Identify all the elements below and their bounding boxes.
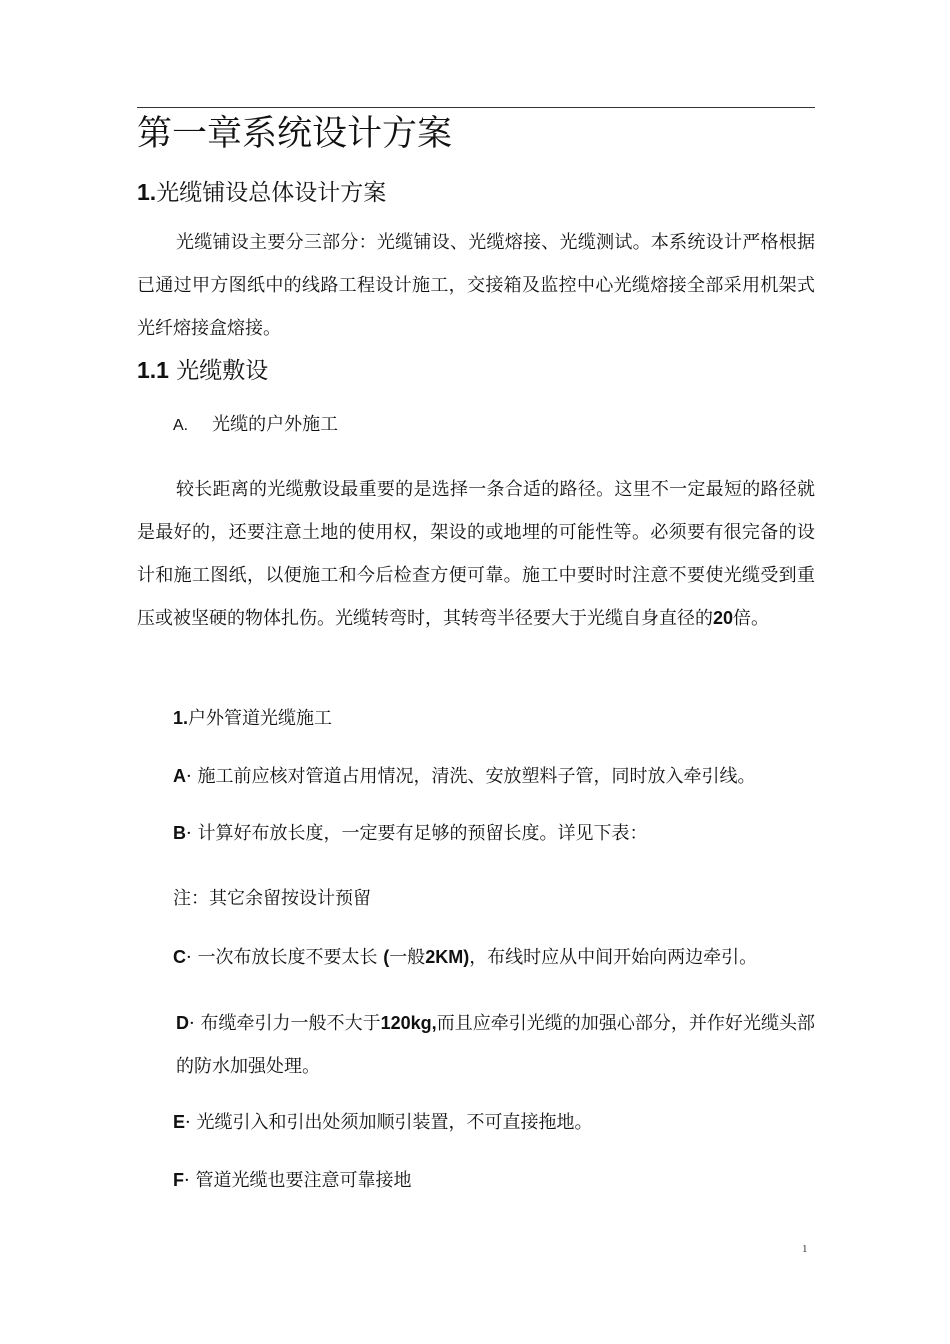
paragraph-text-end: 倍。 (733, 608, 770, 629)
item-text: · 施工前应核对管道占用情况，清洗、安放塑料子管，同时放入牵引线。 (186, 766, 756, 787)
section-heading-1-1 (137, 353, 268, 388)
item-text-inner: 一般 (389, 947, 426, 968)
chapter-title: 第一章系统设计方案 (137, 114, 453, 154)
item-marker: D (176, 1013, 189, 1033)
item-spec: 120kg, (380, 1013, 437, 1033)
subsection-title: 光缆的户外施工 (212, 414, 339, 435)
intro-paragraph: 光缆铺设主要分三部分：光缆铺设、光缆熔接、光缆测试。本系统设计严格根据已通过甲方图纸中的线路工程设计施工，交接箱及监控中心光缆熔接全部采用机架式光纤熔接盒熔接。 (137, 232, 815, 339)
paren-open: ( (383, 947, 390, 967)
item-text: 户外管道光缆施工 (188, 708, 333, 729)
item-text: · 计算好布放长度，一定要有足够的预留长度。详见下表： (186, 823, 648, 844)
list-item-a (173, 761, 755, 792)
item-marker: B (173, 823, 186, 843)
body-paragraph (137, 468, 815, 640)
item-text-end: 而且应牵引光缆的加强心部分，并作好光缆头部的防水加强处理。 (176, 1013, 815, 1077)
item-text: · 管道光缆也要注意可靠接地 (184, 1170, 412, 1191)
section-title: 光缆敷设 (176, 358, 269, 384)
section-number: 1. (137, 179, 157, 205)
note-line: 注：其它余留按设计预留 (173, 888, 371, 909)
list-item-e (173, 1107, 592, 1138)
section-number: 1.1 (137, 357, 169, 383)
item-text: · 布缆牵引力一般不大于 (189, 1013, 381, 1034)
list-item-1 (173, 703, 332, 734)
list-item-c (173, 942, 757, 973)
item-text: · 光缆引入和引出处须加顺引装置，不可直接拖地。 (185, 1112, 593, 1133)
item-text-end: ，布线时应从中间开始向两边牵引。 (469, 947, 758, 968)
subsection-a-heading (173, 410, 338, 441)
item-number: 1. (173, 708, 189, 728)
section-title: 光缆铺设总体设计方案 (156, 180, 387, 206)
section-heading-1 (137, 175, 386, 210)
header-rule (137, 107, 815, 108)
item-marker: C (173, 947, 186, 967)
item-marker: F (173, 1170, 184, 1190)
item-spec: 2KM) (425, 947, 470, 967)
item-marker: A (173, 766, 186, 786)
page-number: 1 (802, 1243, 808, 1255)
item-text: · 一次布放长度不要太长 (186, 947, 378, 968)
paragraph-number: 20 (713, 608, 734, 628)
list-item-f (173, 1165, 411, 1196)
subsection-marker: A. (173, 417, 189, 434)
item-marker: E (173, 1112, 186, 1132)
list-item-b (173, 818, 647, 849)
list-item-d (137, 1002, 815, 1088)
paragraph-text: 较长距离的光缆敷设最重要的是选择一条合适的路径。这里不一定最短的路径就是最好的，还要注意土地的使用权，架设的或地埋的可能性等。必须要有很完备的设计和施工图纸，以便施工和今后检查方便可靠。施工中要时时注意不要使光缆受到重压或被坚硬的物体扎伤。光缆转弯时，其转弯半径要大于光缆自身直径的 (137, 479, 815, 629)
